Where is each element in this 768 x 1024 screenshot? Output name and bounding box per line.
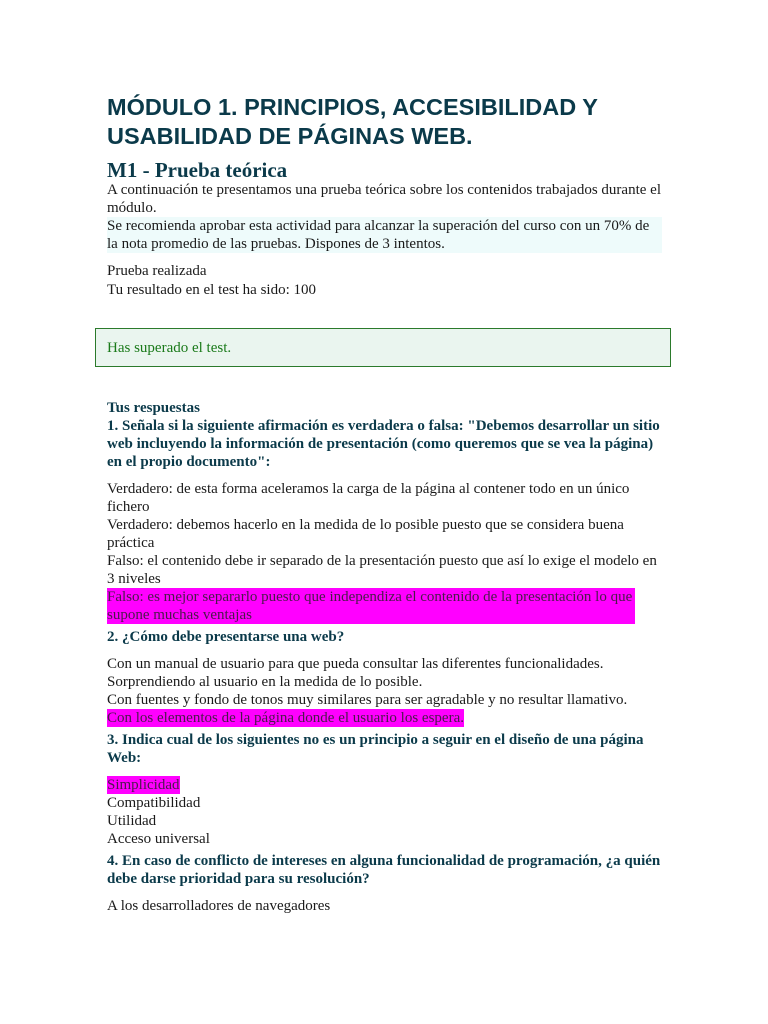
- test-title: M1 - Prueba teórica: [107, 158, 288, 182]
- answer-option: Compatibilidad: [107, 795, 201, 811]
- answers-section: [107, 399, 667, 915]
- answer-option: Falso: el contenido debe ir separado de la presentación puesto que así lo exige el modelo en 3 niveles: [107, 553, 657, 587]
- question-1: [107, 417, 667, 624]
- pass-message-box: [95, 328, 671, 367]
- answer-option-selected: Falso: es mejor separarlo puesto que independiza el contenido de la presentación lo que supone muchas ventajas: [107, 588, 635, 624]
- answer-option: Verdadero: debemos hacerlo en la medida de lo posible puesto que se considera buena práctica: [107, 517, 624, 551]
- answer-option-selected: Con los elementos de la página donde el usuario los espera.: [107, 710, 464, 726]
- answer-option: Utilidad: [107, 813, 157, 829]
- intro-line-recommendation: Se recomienda aprobar esta actividad para alcanzar la superación del curso con un 70% de la nota promedio de las pruebas. Dispones de 3 intentos.: [107, 217, 662, 253]
- question-3: [107, 731, 667, 848]
- question-text: 2. ¿Cómo debe presentarse una web?: [107, 629, 345, 645]
- question-2: [107, 628, 667, 727]
- answer-option-selected: Simplicidad: [107, 777, 180, 793]
- score-text: Tu resultado en el test ha sido: 100: [107, 282, 317, 298]
- answer-option: Acceso universal: [107, 831, 210, 847]
- question-4: [107, 852, 667, 915]
- answer-option: Verdadero: de esta forma aceleramos la carga de la página al contener todo en un único fichero: [107, 481, 630, 515]
- question-text: 4. En caso de conflicto de intereses en alguna funcionalidad de programación, ¿a quién debe darse prioridad para su resolución?: [107, 853, 661, 887]
- result-block: [107, 262, 667, 300]
- answer-option: Con fuentes y fondo de tonos muy similares para ser agradable y no resultar llamativo.: [107, 692, 628, 708]
- question-text: 3. Indica cual de los siguientes no es un principio a seguir en el diseño de una página Web:: [107, 732, 644, 766]
- intro-text: [107, 181, 667, 253]
- intro-line: A continuación te presentamos una prueba teórica sobre los contenidos trabajados durante el módulo.: [107, 182, 661, 216]
- module-title: MÓDULO 1. PRINCIPIOS, ACCESIBILIDAD Y USABILIDAD DE PÁGINAS WEB.: [107, 94, 598, 149]
- answer-option: A los desarrolladores de navegadores: [107, 898, 331, 914]
- answers-label: Tus respuestas: [107, 400, 200, 416]
- pass-message: Has superado el test.: [107, 340, 232, 356]
- status-text: Prueba realizada: [107, 263, 207, 279]
- answer-option: Con un manual de usuario para que pueda consultar las diferentes funcionalidades.: [107, 656, 604, 672]
- question-text: 1. Señala si la siguiente afirmación es verdadera o falsa: "Debemos desarrollar un sitio web incluyendo la información de presentación (como queremos que se vea la página) en el propio documento":: [107, 418, 660, 470]
- answer-option: Sorprendiendo al usuario en la medida de lo posible.: [107, 674, 423, 690]
